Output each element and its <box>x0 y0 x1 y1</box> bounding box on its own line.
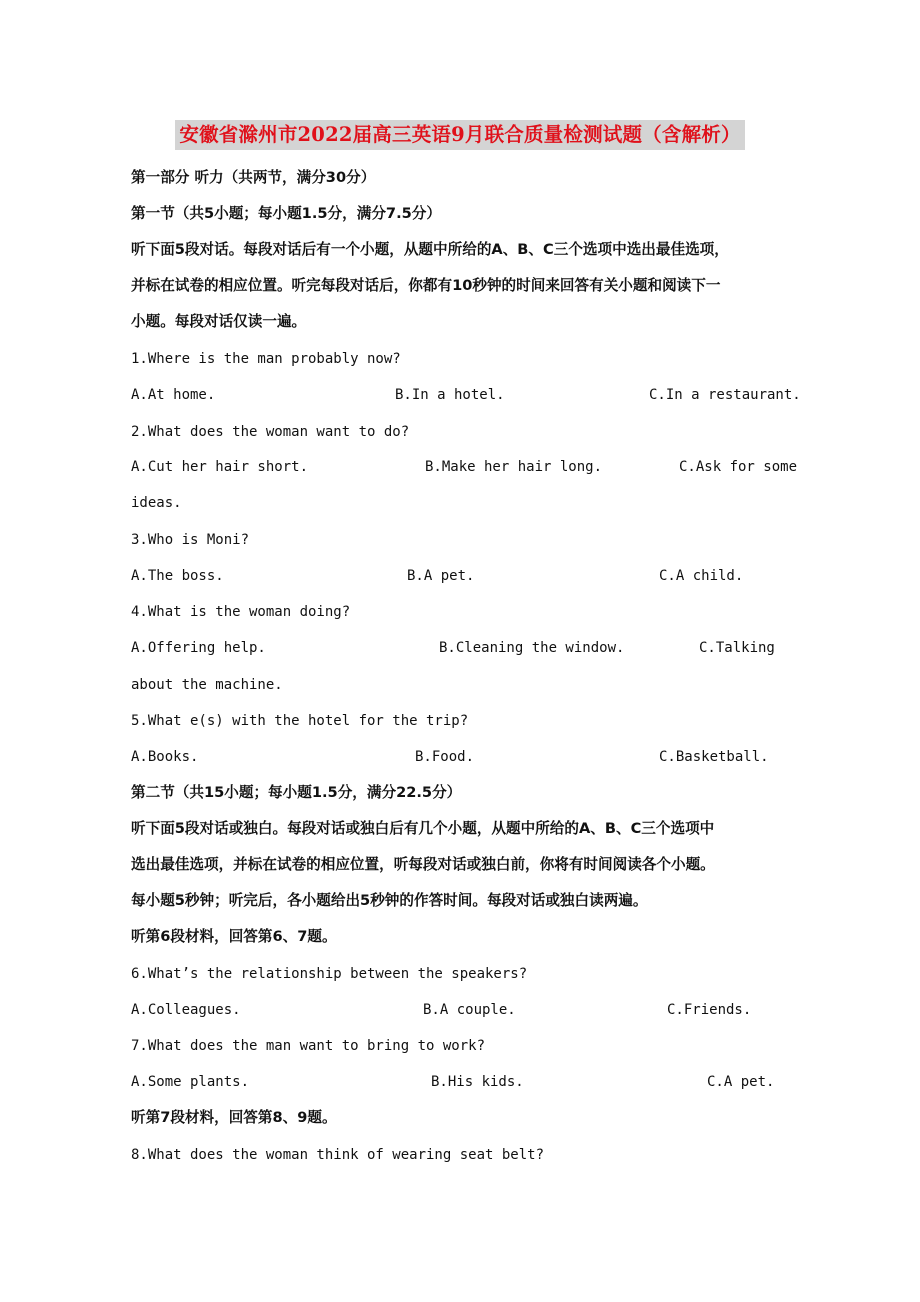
q2-option-a: A.Cut her hair short. <box>131 459 309 475</box>
q2-option-b: B.Make her hair long. <box>425 459 603 475</box>
q5-option-a: A.Books. <box>131 749 199 765</box>
question-7: 7.What does the man want to bring to work? <box>131 1038 486 1054</box>
q7-option-c: C.A pet. <box>707 1074 775 1090</box>
q3-option-b: B.A pet. <box>407 568 475 584</box>
q1-option-c: C.In a restaurant. <box>649 387 801 403</box>
section1-instruction-line: 小题。每段对话仅读一遍。 <box>131 313 307 330</box>
q7-option-a: A.Some plants. <box>131 1074 250 1090</box>
q2-option-c-continued: ideas. <box>131 495 182 511</box>
question-8: 8.What does the woman think of wearing seat belt? <box>131 1147 545 1163</box>
q5-option-c: C.Basketball. <box>659 749 769 765</box>
section1-heading: 第一节（共5小题；每小题1.5分，满分7.5分） <box>131 205 441 222</box>
q5-option-b: B.Food. <box>415 749 475 765</box>
q4-option-c: C.Talking <box>699 640 775 656</box>
section1-instruction-line: 并标在试卷的相应位置。听完每段对话后，你都有10秒钟的时间来回答有关小题和阅读下一 <box>131 277 721 294</box>
section2-instruction-line: 听下面5段对话或独白。每段对话或独白后有几个小题，从题中所给的A、B、C三个选项中 <box>131 820 715 837</box>
q6-option-b: B.A couple. <box>423 1002 516 1018</box>
document-title: 安徽省滁州市2022届高三英语9月联合质量检测试题（含解析） <box>175 120 744 150</box>
q7-option-b: B.His kids. <box>431 1074 524 1090</box>
q6-option-c: C.Friends. <box>667 1002 752 1018</box>
q3-option-a: A.The boss. <box>131 568 224 584</box>
q4-option-b: B.Cleaning the window. <box>439 640 625 656</box>
question-1: 1.Where is the man probably now? <box>131 351 401 367</box>
section1-instruction-line: 听下面5段对话。每段对话后有一个小题，从题中所给的A、B、C三个选项中选出最佳选项， <box>131 241 729 258</box>
q4-option-a: A.Offering help. <box>131 640 266 656</box>
title-wrapper <box>0 120 920 150</box>
material-6-heading: 听第6段材料，回答第6、7题。 <box>131 928 337 945</box>
q1-option-a: A.At home. <box>131 387 216 403</box>
question-4: 4.What is the woman doing? <box>131 604 351 620</box>
part1-heading: 第一部分 听力（共两节，满分30分） <box>131 169 376 186</box>
question-3: 3.Who is Moni? <box>131 532 250 548</box>
material-7-heading: 听第7段材料，回答第8、9题。 <box>131 1109 337 1126</box>
q1-option-b: B.In a hotel. <box>395 387 505 403</box>
q2-option-c: C.Ask for some <box>679 459 798 475</box>
q4-option-c-continued: about the machine. <box>131 677 283 693</box>
q6-option-a: A.Colleagues. <box>131 1002 241 1018</box>
section2-instruction-line: 选出最佳选项，并标在试卷的相应位置，听每段对话或独白前，你将有时间阅读各个小题。 <box>131 856 715 873</box>
section2-instruction-line: 每小题5秒钟；听完后，各小题给出5秒钟的作答时间。每段对话或独白读两遍。 <box>131 892 648 909</box>
question-5: 5.What e(s) with the hotel for the trip? <box>131 713 469 729</box>
question-2: 2.What does the woman want to do? <box>131 424 410 440</box>
q3-option-c: C.A child. <box>659 568 744 584</box>
section2-heading: 第二节（共15小题；每小题1.5分，满分22.5分） <box>131 784 462 801</box>
question-6: 6.What’s the relationship between the speakers? <box>131 966 528 982</box>
